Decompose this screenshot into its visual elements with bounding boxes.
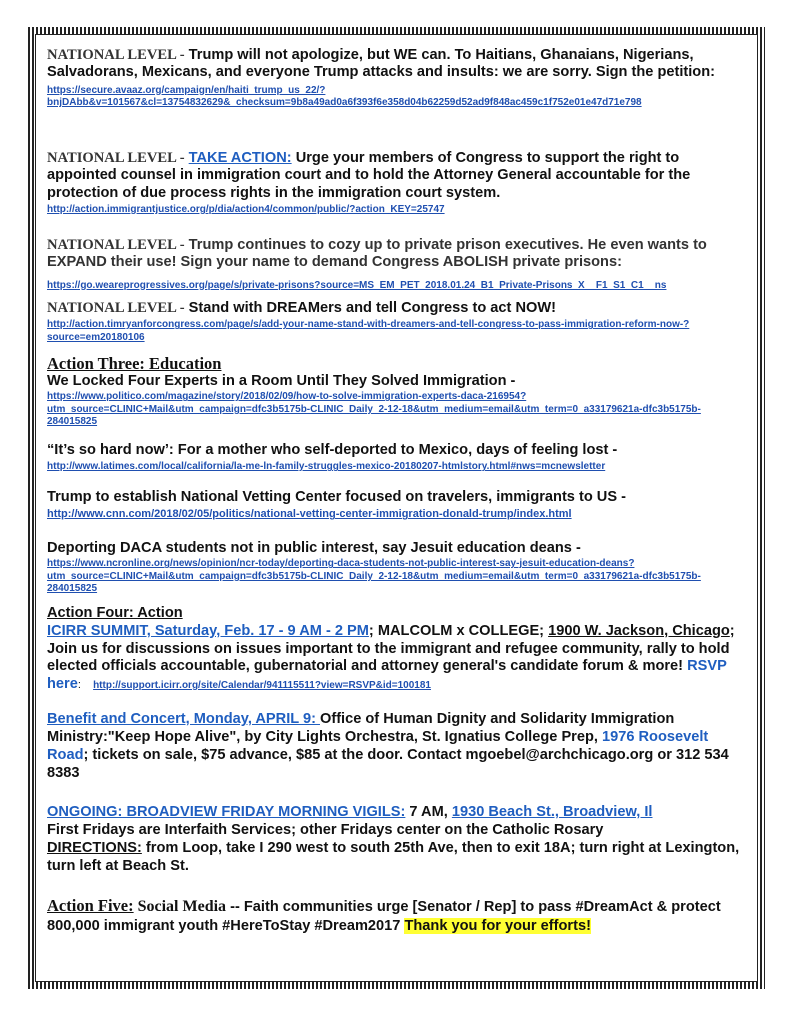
article-title: Deporting DACA students not in public interest, say Jesuit education deans - — [47, 540, 581, 556]
article-title: We Locked Four Experts in a Room Until They Solved Immigration - — [47, 373, 516, 389]
item-text: Trump continues to cozy up to private prison executives. He even wants to EXPAND their use! Sign your name to demand Congress ABOLISH private prisons: — [47, 237, 707, 271]
petition-link[interactable]: https://secure.avaaz.org/campaign/en/haiti_trump_us_22/?bnjDAbb&v=101567&cl=13754832629&_checksum=9b8a49ad0a6f393f6e358d04b62259d52ad9f848ac459c1f752e01e47d71e798 — [47, 84, 642, 109]
article-link[interactable]: https://www.politico.com/magazine/story/2018/02/09/how-to-solve-immigration-experts-daca-216954?utm_source=CLINIC+Mail&utm_campaign=dfc3b5175b-CLINIC_Daily_2-12-18&utm_medium=email&utm_term=0_a33179621a-dfc3b5175b-284015825 — [47, 391, 701, 428]
benefit-text: Office of Human Dignity and Solidarity Immigration Ministry:"Keep Hope Alive", by City Lights Orchestra, St. Ignatius College Prep, — [47, 711, 675, 745]
national-item-dreamers — [47, 300, 747, 344]
action-five-text: -- Faith communities urge [Senator / Rep] to pass #DreamAct & protect 800,000 immigrant youth #HereToStay #Dream2017 — [47, 899, 721, 934]
summit-text: Join us for discussions on issues important to the immigrant and refugee community, rally to hold elected officials accountable, gubernatorial and attorney general's candidate forum & more! — [47, 640, 730, 675]
thanks-highlight: Thank you for your efforts! — [404, 918, 591, 934]
article-link[interactable]: http://www.latimes.com/local/california/la-me-ln-family-struggles-mexico-20180207-htmlstory.html#nws=mcnewsletter — [47, 461, 606, 473]
national-item-prisons — [47, 237, 747, 292]
prisons-link[interactable]: https://go.weareprogressives.org/page/s/private-prisons?source=MS_EM_PET_2018.01.24_B1_Private-Prisons_X__F1_S1_C1__ns — [47, 279, 667, 291]
vigils-address: 1930 Beach St., Broadview, Il — [451, 804, 653, 820]
level-label: NATIONAL LEVEL - — [47, 47, 185, 63]
vigils-title-link[interactable]: ONGOING: BROADVIEW FRIDAY MORNING VIGILS: — [47, 804, 406, 820]
article-vetting — [47, 489, 747, 521]
article-link[interactable]: https://www.ncronline.org/news/opinion/ncr-today/deporting-daca-students-not-public-interest-say-jesuit-education-deans?utm_source=CLINIC+Mail&utm_campaign=dfc3b5175b-CLINIC_Daily_2-12-18&utm_medium=email&utm_term=0_a33179621a-dfc3b5175b-284015825 — [47, 558, 701, 595]
vigils-line: First Fridays are Interfaith Services; other Fridays center on the Catholic Rosary — [47, 822, 604, 838]
directions-label: DIRECTIONS: — [47, 840, 142, 856]
national-item-counsel — [47, 150, 747, 216]
level-label: NATIONAL LEVEL - — [47, 237, 185, 253]
article-title: Trump to establish National Vetting Center focused on travelers, immigrants to US - — [47, 489, 626, 505]
summit-address: 1900 W. Jackson, Chicago — [548, 623, 730, 639]
level-label: NATIONAL LEVEL - — [47, 150, 185, 166]
action-five-heading: Action Five: — [47, 896, 134, 915]
benefit-address: 1976 Roosevelt Road — [47, 729, 709, 763]
item-text: Trump will not apologize, but WE can. To Haitians, Ghanaians, Nigerians, Salvadorans, Mexicans, and everyone Trump attacks and insults: we are sorry. Sign the petition: — [47, 47, 715, 81]
take-action-link[interactable]: TAKE ACTION: — [188, 150, 292, 166]
benefit-title-link[interactable]: Benefit and Concert, Monday, APRIL 9: — [47, 711, 320, 727]
rsvp-label: RSVP here — [47, 658, 727, 692]
rsvp-link[interactable]: http://support.icirr.org/site/Calendar/941115511?view=RSVP&id=100181 — [93, 679, 431, 691]
article-self-deported — [47, 442, 747, 474]
national-item-apology — [47, 47, 747, 110]
action-five-label: Social Media — [133, 898, 227, 915]
rsvp-colon: : — [77, 678, 81, 691]
action-four-heading: Action Four: Action — [47, 605, 183, 621]
vigils-time: 7 AM, — [405, 804, 452, 820]
summit-place: ; MALCOLM x COLLEGE; — [368, 623, 549, 639]
counsel-link[interactable]: http://action.immigrantjustice.org/p/dia/action4/common/public/?action_KEY=25747 — [47, 203, 445, 215]
action-three-heading: Action Three: Education — [47, 354, 222, 373]
event-broadview-vigils — [47, 803, 747, 875]
level-label: NATIONAL LEVEL - — [47, 300, 185, 316]
article-link[interactable]: http://www.cnn.com/2018/02/05/politics/national-vetting-center-immigration-donald-trump/index.html — [47, 508, 572, 521]
article-daca-deans — [47, 540, 747, 596]
summit-punct: ; — [729, 623, 735, 639]
item-text: Urge your members of Congress to support the right to appointed counsel in immigration court and to hold the Attorney General accountable for the protection of due process rights in the immigration court system. — [47, 150, 691, 201]
article-experts — [47, 373, 747, 429]
dreamers-link[interactable]: http://action.timryanforcongress.com/page/s/add-your-name-stand-with-dreamers-and-tell-congress-to-pass-immigration-reform-now-?source=em20180106 — [47, 319, 690, 343]
directions-text: from Loop, take I 290 west to south 25th Ave, then to exit 18A; turn right at Lexington, turn left at Beach St. — [47, 840, 740, 874]
article-title: “It’s so hard now’: For a mother who self-deported to Mexico, days of feeling lost - — [47, 442, 618, 458]
action-five — [47, 896, 747, 936]
benefit-text-2: ; tickets on sale, $75 advance, $85 at the door. Contact mgoebel@archchicago.org or 312 534 8383 — [47, 747, 729, 781]
summit-title-link[interactable]: ICIRR SUMMIT, Saturday, Feb. 17 - 9 AM - 2 PM — [47, 623, 369, 639]
event-icirr-summit — [47, 623, 747, 694]
item-text: Stand with DREAMers and tell Congress to act NOW! — [188, 300, 556, 316]
event-benefit-concert — [47, 710, 747, 782]
